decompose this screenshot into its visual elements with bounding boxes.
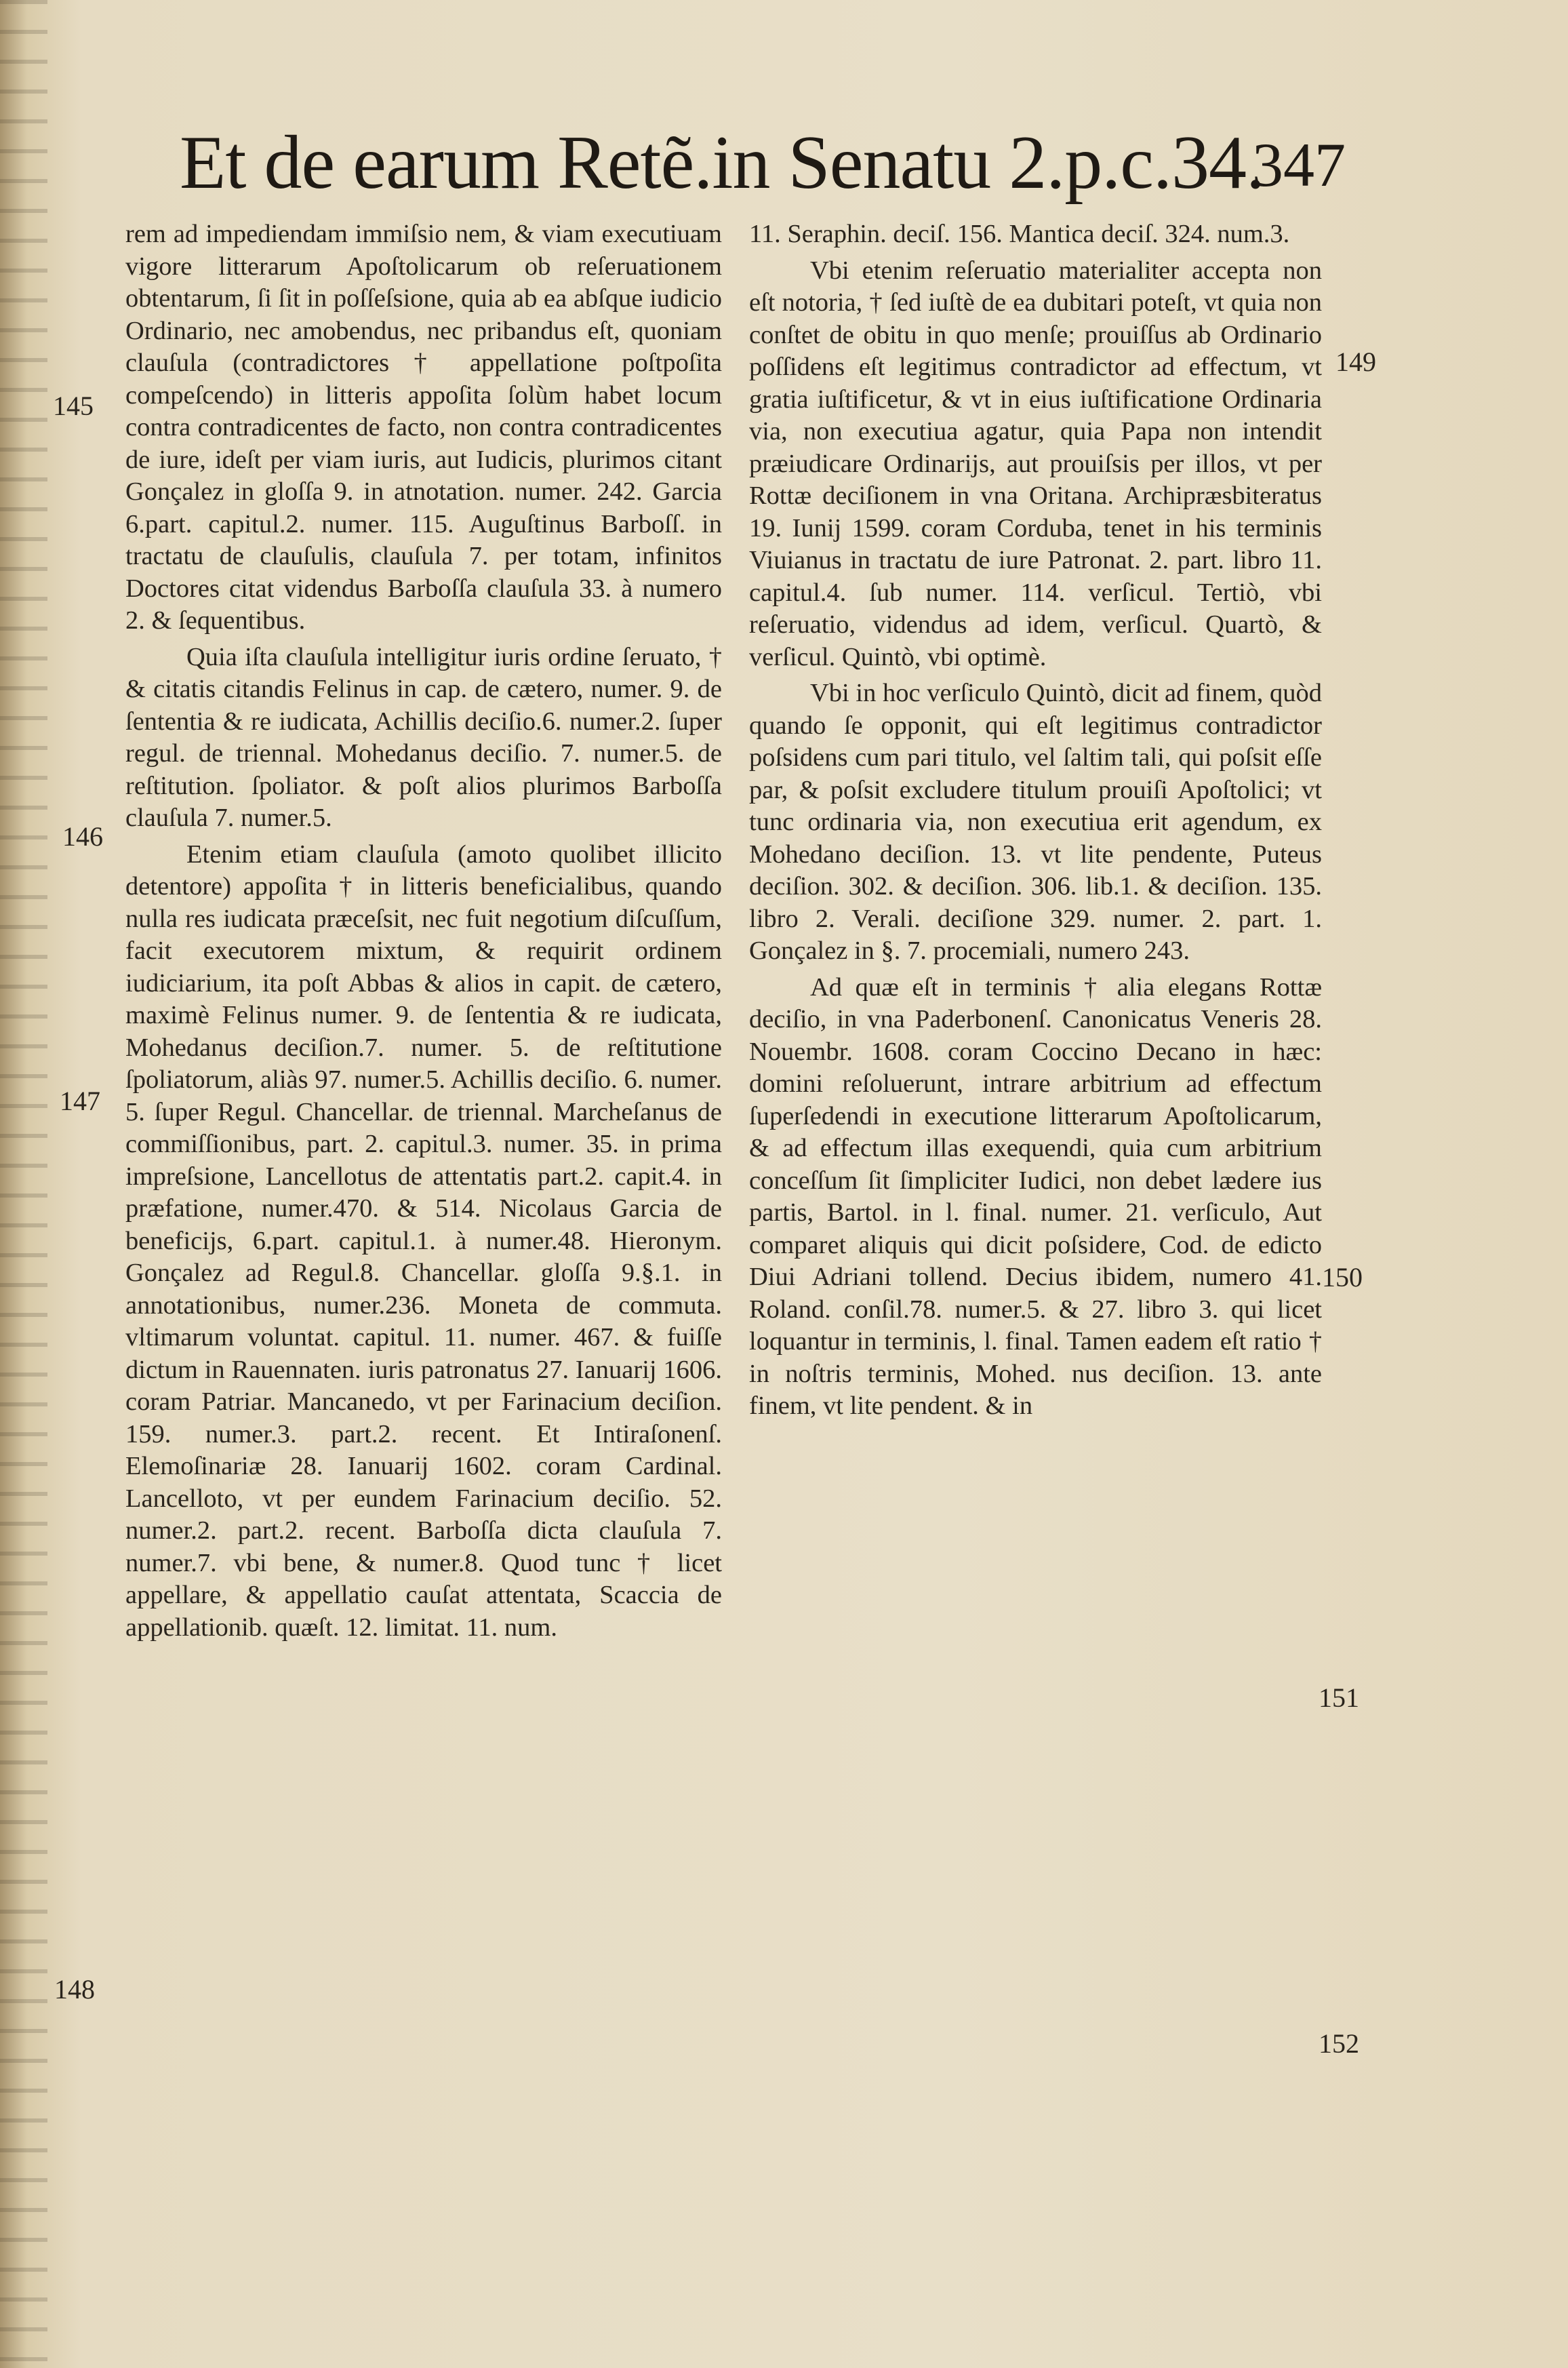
margin-number: 152: [1319, 2028, 1359, 2059]
page-header: [180, 115, 1346, 217]
margin-number: 147: [60, 1086, 100, 1116]
margin-number: 150: [1322, 1262, 1363, 1292]
margin-number: 149: [1335, 347, 1376, 377]
paragraph: rem ad impediendam immiſsio nem, & viam executiuam vigore litterarum Apoſtolicarum ob reſeruationem obtentarum, ſi ſit in poſſeſsione, quia ab ea abſque iudicio Ordinario, nec amobendus, nec pribandus eſt, quoniam clauſula (contradictores † appellatione poſtpoſita compeſcendo) in litteris appoſita ſolùm habet locum contra contradicentes de facto, non contra contradicentes de iure, ideſt per viam iuris, aut Iudicis, plurimos citant Gonçalez in gloſſa 9. in atnotation. numer. 242. Garcia 6.part. capitul.2. numer. 115. Auguſtinus Barboſſ. in tractatu de clauſulis, clauſula 7. per totam, infinitos Doctores citat videndus Barboſſa clauſula 33. à numero 2. & ſequentibus.: [125, 220, 722, 635]
paragraph: 11. Seraphin. deciſ. 156. Mantica deciſ. 324. num.3.: [749, 220, 1290, 248]
paragraph: Quia iſta clauſula intelligitur iuris ordine ſeruato, † & citatis citandis Felinus in cap. de cætero, numer. 9. de ſententia & re iudicata, Achillis deciſio.6. numer.2. ſuper regul. de triennal. Mohedanus deciſio. 7. numer.5. de reſtitution. ſpoliator. & poſt alios plurimos Barboſſa clauſula 7. numer.5.: [125, 642, 722, 832]
margin-number: 151: [1319, 1682, 1359, 1713]
paragraph: Etenim etiam clauſula (amoto quolibet illicito detentore) appoſita † in litteris beneficialibus, quando nulla res iudicata præceſsit, nec fuit negotium diſcuſſum, facit executorem mixtum, & requirit ordinem iudiciarium, ita poſt Abbas & alios in capit. de cætero, maximè Felinus numer. 9. de ſententia & re iudicata, Mohedanus deciſion.7. numer. 5. de reſtitutione ſpoliatorum, aliàs 97. numer.5. Achillis deciſio. 6. numer. 5. ſuper Regul. Chancellar. de triennal. Marcheſanus de commiſſionibus, part. 2. capitul.3. numer. 35. in prima impreſsione, Lancellotus de attentatis part.2. capit.4. in præfatione, numer.470. & 514. Nicolaus Garcia de beneficijs, 6.part. capitul.1. à numer.48. Hieronym. Gonçalez ad Regul.8. Chancellar. gloſſa 9.§.1. in annotationibus, numer.236. Moneta de commuta. vltimarum voluntat. capitul. 11. numer. 467. & fuiſſe dictum in Rauennaten. iuris patronatus 27. Ianuarij 1606. coram Patriar. Mancanedo, vt per Farinacium deciſion. 159. numer.3. part.2. recent. Et Intiraſonenſ. Elemoſinariæ 28. Ianuarij 1602. coram Cardinal. Lancelloto, vt per eundem Farinacium deciſio. 52. numer.2. part.2. recent. Barboſſa dicta clauſula 7. numer.7. vbi bene, & numer.8. Quod tunc † licet appellare, & appellatio cauſat attentata, Scaccia de appellationib. quæſt. 12. limitat. 11. num.: [125, 840, 722, 1642]
margin-number: 146: [62, 821, 103, 852]
right-column: [749, 218, 1322, 2171]
running-title: Et de earum Retẽ.in Senatu 2.p.c.34.: [180, 121, 1264, 205]
paragraph: Vbi in hoc verſiculo Quintò, dicit ad finem, quòd quando ſe opponit, qui eſt legitimus contradictor poſsidens cum pari titulo, vel ſaltim tali, qui poſsit eſſe par, & poſsit excludere titulum prouiſi Apoſtolici; vt tunc ordinaria via, non executiua erit agendum, ex Mohedano deciſion. 13. vt lite pendente, Puteus deciſion. 302. & deciſion. 306. lib.1. & deciſion. 135. libro 2. Verali. deciſione 329. numer. 2. part. 1. Gonçalez in §. 7. procemiali, numero 243.: [749, 679, 1322, 965]
margin-number: 145: [53, 391, 94, 421]
margin-number: 148: [54, 1974, 95, 2005]
paragraph: Ad quæ eſt in terminis † alia elegans Rottæ deciſio, in vna Paderbonenſ. Canonicatus Veneris 28. Nouembr. 1608. coram Coccino Decano in hæc: domini reſoluerunt, intrare arbitrium ad effectum ſuperſedendi in executione litterarum Apoſtolicarum, & ad effectum illas exequendi, quia cum arbitrium conceſſum ſit ſimpliciter Iudici, non debet lædere ius partis, Bartol. in l. final. numer. 21. verſiculo, Aut comparet aliquis qui dicit poſsidere, Cod. de edicto Diui Adriani tollend. Decius ibidem, numero 41. Roland. conſil.78. numer.5. & 27. libro 3. qui licet loquantur in terminis, l. final. Tamen eadem eſt ratio † in noſtris terminis, Mohed. nus deciſion. 13. ante finem, vt lite pendent. & in: [749, 972, 1322, 1420]
left-column: [125, 218, 722, 2171]
previous-page-bleed: [0, 0, 47, 2368]
paragraph: Vbi etenim reſeruatio materialiter accepta non eſt notoria, † ſed iuſtè de ea dubitari poteſt, vt quia non conſtet de obitu in quo menſe; prouiſſus ab Ordinario poſſidens eſt legitimus contradictor ad effectum, vt gratia iuſtificetur, & vt in eius iuſtificatione Ordinaria via, non executiua agatur, quia Papa non intendit præiudicare Ordinarijs, aut prouiſsis per illos, vt per Rottæ deciſionem in vna Oritana. Archipræsbiteratus 19. Iunij 1599. coram Corduba, tenet in his terminis Viuianus in tractatu de iure Patronat. 2. part. libro 11. capitul.4. ſub numer. 114. verſicul. Tertiò, vbi reſeruatio, videndus ad idem, verſicul. Quartò, & verſicul. Quintò, vbi optimè.: [749, 256, 1322, 671]
page-number: 347: [1252, 130, 1346, 199]
